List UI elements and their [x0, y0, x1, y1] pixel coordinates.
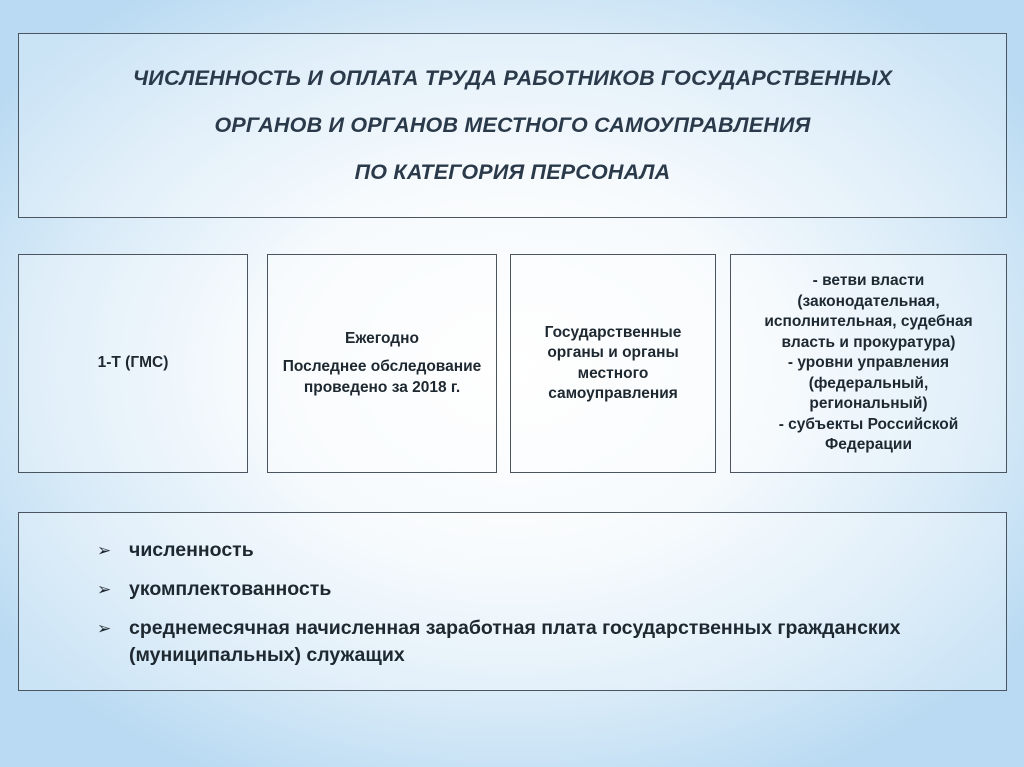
indicator-average-salary: среднемесячная начисленная заработная плата государственных гражданских (муниципальных) служащих [129, 617, 901, 666]
arrow-bullet-icon: ➢ [97, 580, 112, 599]
breakdown-line: власть и прокуратура) [781, 333, 956, 351]
breakdown-card [730, 254, 1007, 473]
title-line-1: ЧИСЛЕННОСТЬ И ОПЛАТА ТРУДА РАБОТНИКОВ ГОСУДАРСТВЕННЫХ [132, 66, 893, 90]
breakdown-line: региональный) [809, 395, 928, 413]
breakdown-line: - субъекты Российской [778, 415, 959, 433]
breakdown-line: - ветви власти [812, 272, 925, 290]
breakdown-line: исполнительная, судебная [764, 313, 973, 331]
arrow-bullet-icon: ➢ [97, 619, 112, 638]
title-line-2: ОРГАНОВ И ОРГАНОВ МЕСТНОГО САМОУПРАВЛЕНИЯ [214, 113, 811, 137]
indicators-box [18, 512, 1007, 691]
bodies-card [510, 254, 716, 473]
breakdown-line: (законодательная, [797, 292, 940, 310]
indicator-headcount: численность [129, 539, 254, 561]
frequency-text: Ежегодно [345, 329, 419, 347]
frequency-card [267, 254, 497, 473]
list-item [97, 615, 946, 669]
list-item [97, 576, 946, 603]
breakdown-line: (федеральный, [808, 374, 929, 392]
breakdown-line: - уровни управления [787, 354, 950, 372]
arrow-bullet-icon: ➢ [97, 541, 112, 560]
breakdown-line: Федерации [825, 436, 912, 454]
indicator-staffing: укомплектованность [129, 578, 332, 600]
indicators-list [97, 537, 946, 681]
form-code: 1-Т (ГМС) [97, 354, 169, 372]
form-card [18, 254, 248, 473]
bodies-text: Государственные органы и органы местного самоуправления [544, 323, 682, 402]
list-item [97, 537, 946, 564]
last-survey-text: Последнее обследование проведено за 2018 г. [282, 358, 482, 396]
title-line-3: ПО КАТЕГОРИЯ ПЕРСОНАЛА [354, 160, 671, 184]
title-box [18, 33, 1007, 218]
